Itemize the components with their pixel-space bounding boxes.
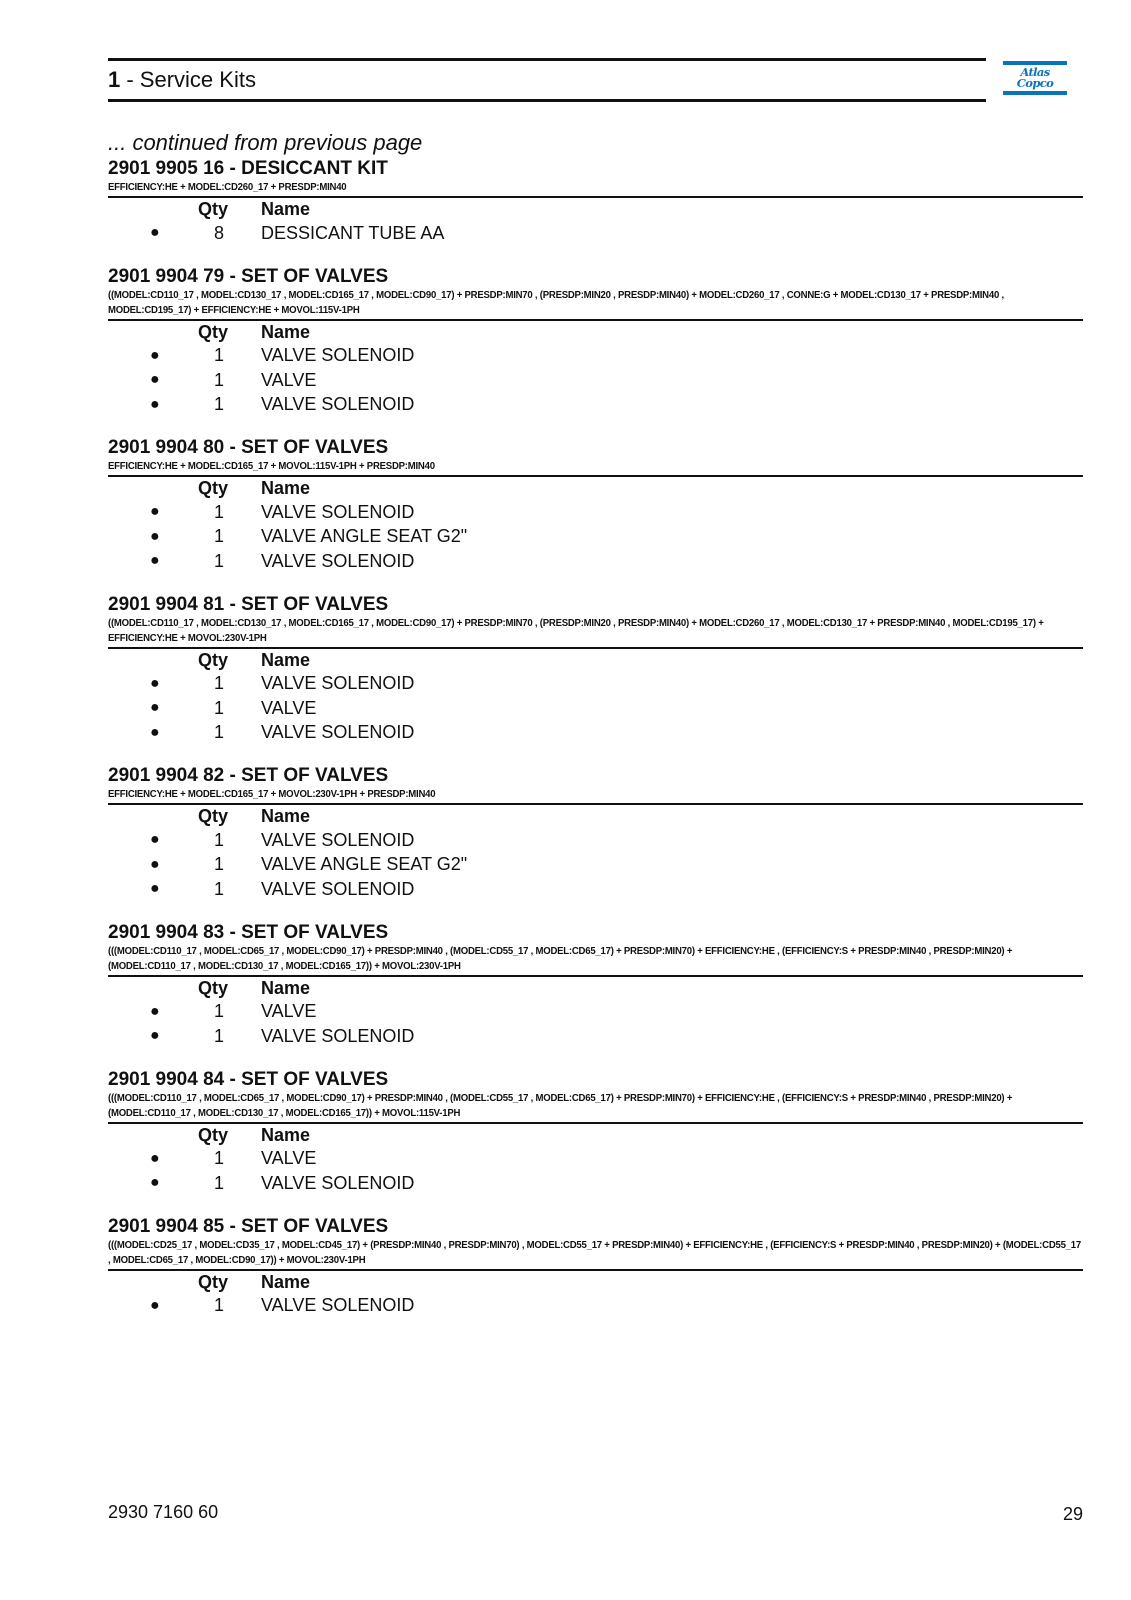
qty-column-header: Qty xyxy=(198,806,229,826)
part-qty: 1 xyxy=(213,878,224,899)
part-row xyxy=(108,1294,1083,1319)
header-bottom-rule xyxy=(108,99,986,102)
kit-title: 2901 9904 84 - SET OF VALVES xyxy=(108,1068,389,1090)
part-name: VALVE xyxy=(261,369,317,390)
part-qty: 1 xyxy=(213,673,224,694)
part-qty: 1 xyxy=(213,550,224,571)
bullet-icon: ● xyxy=(150,831,160,849)
bullet-icon: ● xyxy=(150,699,160,717)
part-qty: 1 xyxy=(213,1001,224,1022)
kit-title: 2901 9904 85 - SET OF VALVES xyxy=(108,1215,389,1237)
part-name: VALVE SOLENOID xyxy=(261,345,415,366)
part-row xyxy=(108,1171,1083,1196)
bullet-icon: ● xyxy=(150,1174,160,1192)
part-row xyxy=(108,721,1083,746)
part-name: VALVE ANGLE SEAT G2" xyxy=(261,854,468,875)
name-column-header: Name xyxy=(261,649,311,670)
part-row xyxy=(108,672,1083,697)
logo-bottom-bar xyxy=(1003,91,1067,95)
part-name: VALVE SOLENOID xyxy=(261,394,415,415)
qty-column-header: Qty xyxy=(198,199,229,219)
kit-section xyxy=(108,765,1083,902)
kit-condition: EFFICIENCY:HE + MODEL:CD165_17 + MOVOL:115V-1PH + PRESDP:MIN40 xyxy=(108,461,435,472)
part-row xyxy=(108,525,1083,550)
part-qty: 1 xyxy=(213,829,224,850)
kit-section xyxy=(108,922,1083,1049)
part-row xyxy=(108,877,1083,902)
kit-condition: (((MODEL:CD25_17 , MODEL:CD35_17 , MODEL:CD45_17) + (PRESDP:MIN40 , PRESDP:MIN70) , MODEL:CD55_17 + PRESDP:MIN40) + EFFICIENCY:HE , (EFFICIENCY:S + PRESDP:MIN40 , PRESDP:MIN20) + (MODEL:CD55_17 , MODEL:CD65_17 , MODEL:CD90_17)) + MOVOL:230V-1PH xyxy=(108,1239,1081,1266)
kit-list xyxy=(108,158,1083,1318)
part-qty: 1 xyxy=(213,1148,224,1169)
part-row xyxy=(108,853,1083,878)
part-name: VALVE SOLENOID xyxy=(261,878,415,899)
kit-condition: ((MODEL:CD110_17 , MODEL:CD130_17 , MODEL:CD165_17 , MODEL:CD90_17) + PRESDP:MIN70 , (PRESDP:MIN20 , PRESDP:MIN40) + MODEL:CD260_17 , MODEL:CD130_17 + PRESDP:MIN40 , MODEL:CD195_17) + EFFICIENCY:HE + MOVOL:230V-1PH xyxy=(108,617,1044,644)
bullet-icon: ● xyxy=(150,855,160,873)
kit-section xyxy=(108,158,1083,246)
part-qty: 1 xyxy=(213,1025,224,1046)
kit-section xyxy=(108,266,1083,418)
part-row xyxy=(108,500,1083,525)
part-name: VALVE SOLENOID xyxy=(261,829,415,850)
part-qty: 1 xyxy=(213,722,224,743)
continued-note: ... continued from previous page xyxy=(108,130,423,155)
part-name: VALVE SOLENOID xyxy=(261,722,415,743)
parts-table-header xyxy=(108,477,1083,500)
part-row xyxy=(108,549,1083,574)
part-name: VALVE xyxy=(261,1148,317,1169)
qty-column-header: Qty xyxy=(198,1271,229,1292)
part-qty: 1 xyxy=(213,1295,224,1316)
logo-wordmark: Atlas Copco xyxy=(1016,64,1054,90)
bullet-icon: ● xyxy=(150,1027,160,1045)
bullet-icon: ● xyxy=(150,1002,160,1020)
kit-title: 2901 9904 83 - SET OF VALVES xyxy=(108,921,389,943)
name-column-header: Name xyxy=(261,199,311,219)
parts-table-header xyxy=(108,198,1083,221)
parts-table-header xyxy=(108,977,1083,1000)
bullet-icon: ● xyxy=(150,371,160,389)
part-qty: 1 xyxy=(213,394,224,415)
parts-table-header xyxy=(108,1124,1083,1147)
page-header xyxy=(108,58,986,102)
document-number: 2930 7160 60 xyxy=(108,1502,219,1522)
parts-table-header xyxy=(108,1271,1083,1294)
chapter-title: - Service Kits xyxy=(120,67,256,92)
kit-title: 2901 9904 81 - SET OF VALVES xyxy=(108,593,389,615)
bullet-icon: ● xyxy=(150,723,160,741)
kit-section xyxy=(108,437,1083,574)
chapter-number: 1 xyxy=(108,67,121,92)
part-name: VALVE SOLENOID xyxy=(261,673,415,694)
qty-column-header: Qty xyxy=(198,977,229,998)
part-row xyxy=(108,368,1083,393)
bullet-icon: ● xyxy=(150,503,160,521)
part-row xyxy=(108,1024,1083,1049)
bullet-icon: ● xyxy=(150,674,160,692)
name-column-header: Name xyxy=(261,321,311,342)
qty-column-header: Qty xyxy=(198,321,229,342)
kit-condition: (((MODEL:CD110_17 , MODEL:CD65_17 , MODEL:CD90_17) + PRESDP:MIN40 , (MODEL:CD55_17 , MODEL:CD65_17) + PRESDP:MIN70) + EFFICIENCY:HE , (EFFICIENCY:S + PRESDP:MIN40 , PRESDP:MIN20) + (MODEL:CD110_17 , MODEL:CD130_17 , MODEL:CD165_17)) + MOVOL:230V-1PH xyxy=(108,945,1013,972)
kit-title: 2901 9904 80 - SET OF VALVES xyxy=(108,437,389,458)
part-row xyxy=(108,393,1083,418)
qty-column-header: Qty xyxy=(198,1124,229,1145)
page-number: 29 xyxy=(1062,1504,1083,1524)
part-name: VALVE ANGLE SEAT G2" xyxy=(261,526,468,547)
kits-content xyxy=(108,130,1083,1338)
part-qty: 1 xyxy=(213,854,224,875)
kit-condition: EFFICIENCY:HE + MODEL:CD165_17 + MOVOL:230V-1PH + PRESDP:MIN40 xyxy=(108,789,436,800)
part-name: DESSICANT TUBE AA xyxy=(261,222,445,243)
part-qty: 1 xyxy=(213,369,224,390)
kit-condition: (((MODEL:CD110_17 , MODEL:CD65_17 , MODEL:CD90_17) + PRESDP:MIN40 , (MODEL:CD55_17 , MODEL:CD65_17) + PRESDP:MIN70) + EFFICIENCY:HE , (EFFICIENCY:S + PRESDP:MIN40 , PRESDP:MIN20) + (MODEL:CD110_17 , MODEL:CD130_17 , MODEL:CD165_17)) + MOVOL:115V-1PH xyxy=(108,1092,1013,1119)
kit-title: 2901 9904 82 - SET OF VALVES xyxy=(108,765,389,786)
part-name: VALVE SOLENOID xyxy=(261,1172,415,1193)
part-row xyxy=(108,1000,1083,1025)
name-column-header: Name xyxy=(261,806,311,826)
parts-table-header xyxy=(108,321,1083,344)
parts-table-header xyxy=(108,649,1083,672)
qty-column-header: Qty xyxy=(198,649,229,670)
bullet-icon: ● xyxy=(150,552,160,570)
part-name: VALVE SOLENOID xyxy=(261,1025,415,1046)
bullet-icon: ● xyxy=(150,527,160,545)
kit-section xyxy=(108,1216,1083,1319)
kit-condition: EFFICIENCY:HE + MODEL:CD260_17 + PRESDP:MIN40 xyxy=(108,182,347,193)
header-title-row xyxy=(108,61,986,99)
name-column-header: Name xyxy=(261,478,311,498)
kit-section xyxy=(108,594,1083,746)
part-name: VALVE SOLENOID xyxy=(261,550,415,571)
part-row xyxy=(108,1147,1083,1172)
part-name: VALVE xyxy=(261,1001,317,1022)
bullet-icon: ● xyxy=(150,1296,160,1314)
kit-title: 2901 9905 16 - DESICCANT KIT xyxy=(108,158,388,179)
part-name: VALVE SOLENOID xyxy=(261,1295,415,1316)
atlas-copco-logo xyxy=(1003,61,1067,95)
part-qty: 1 xyxy=(213,697,224,718)
kit-condition: ((MODEL:CD110_17 , MODEL:CD130_17 , MODEL:CD165_17 , MODEL:CD90_17) + PRESDP:MIN70 , (PRESDP:MIN20 , PRESDP:MIN40) + MODEL:CD260_17 , CONNE:G + MODEL:CD130_17 + PRESDP:MIN40 , MODEL:CD195_17) + EFFICIENCY:HE + MOVOL:115V-1PH xyxy=(108,289,1004,316)
part-name: VALVE SOLENOID xyxy=(261,501,415,522)
qty-column-header: Qty xyxy=(198,478,229,498)
part-qty: 1 xyxy=(213,501,224,522)
part-row xyxy=(108,696,1083,721)
bullet-icon: ● xyxy=(150,880,160,898)
part-name: VALVE xyxy=(261,697,317,718)
part-row xyxy=(108,828,1083,853)
part-row xyxy=(108,221,1083,246)
name-column-header: Name xyxy=(261,977,311,998)
name-column-header: Name xyxy=(261,1271,311,1292)
bullet-icon: ● xyxy=(150,346,160,364)
bullet-icon: ● xyxy=(150,224,160,242)
kit-title: 2901 9904 79 - SET OF VALVES xyxy=(108,265,389,287)
kit-section xyxy=(108,1069,1083,1196)
part-row xyxy=(108,344,1083,369)
part-qty: 1 xyxy=(213,345,224,366)
part-qty: 1 xyxy=(213,1172,224,1193)
bullet-icon: ● xyxy=(150,395,160,413)
part-qty: 8 xyxy=(213,222,224,243)
part-qty: 1 xyxy=(213,526,224,547)
parts-table-header xyxy=(108,805,1083,828)
bullet-icon: ● xyxy=(150,1149,160,1167)
name-column-header: Name xyxy=(261,1124,311,1145)
